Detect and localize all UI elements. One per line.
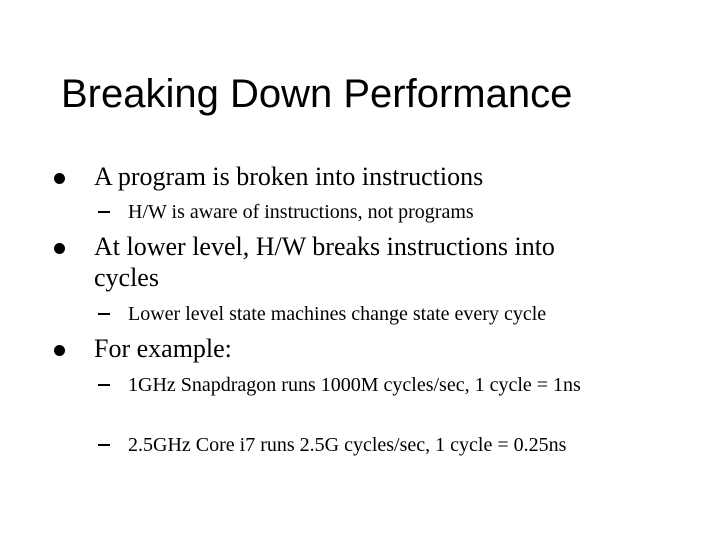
- sub-bullet-text: Lower level state machines change state every cycle: [128, 303, 547, 325]
- sub-bullet-item: [98, 302, 668, 326]
- sub-bullet-text: 1GHz Snapdragon runs 1000M cycles/sec, 1 cycle = 1ns: [128, 374, 581, 396]
- bullet-dot-icon: [54, 243, 65, 254]
- bullet-item: [54, 161, 634, 192]
- bullet-dot-icon: [54, 173, 65, 184]
- sub-bullet-dash-icon: [98, 313, 110, 315]
- sub-bullet-item: [98, 200, 598, 224]
- slide-title: Breaking Down Performance: [61, 72, 573, 116]
- bullet-text: For example:: [94, 334, 232, 363]
- sub-bullet-item: [98, 433, 688, 457]
- sub-bullet-dash-icon: [98, 384, 110, 386]
- bullet-text: A program is broken into instructions: [94, 162, 484, 191]
- bullet-dot-icon: [54, 345, 65, 356]
- bullet-item: [54, 231, 624, 293]
- bullet-item: [54, 333, 634, 364]
- sub-bullet-text: 2.5GHz Core i7 runs 2.5G cycles/sec, 1 cycle = 0.25ns: [128, 434, 567, 456]
- sub-bullet-dash-icon: [98, 444, 110, 446]
- sub-bullet-dash-icon: [98, 211, 110, 213]
- bullet-text: At lower level, H/W breaks instructions into cycles: [94, 232, 555, 292]
- sub-bullet-text: H/W is aware of instructions, not programs: [128, 201, 474, 223]
- sub-bullet-item: [98, 373, 638, 397]
